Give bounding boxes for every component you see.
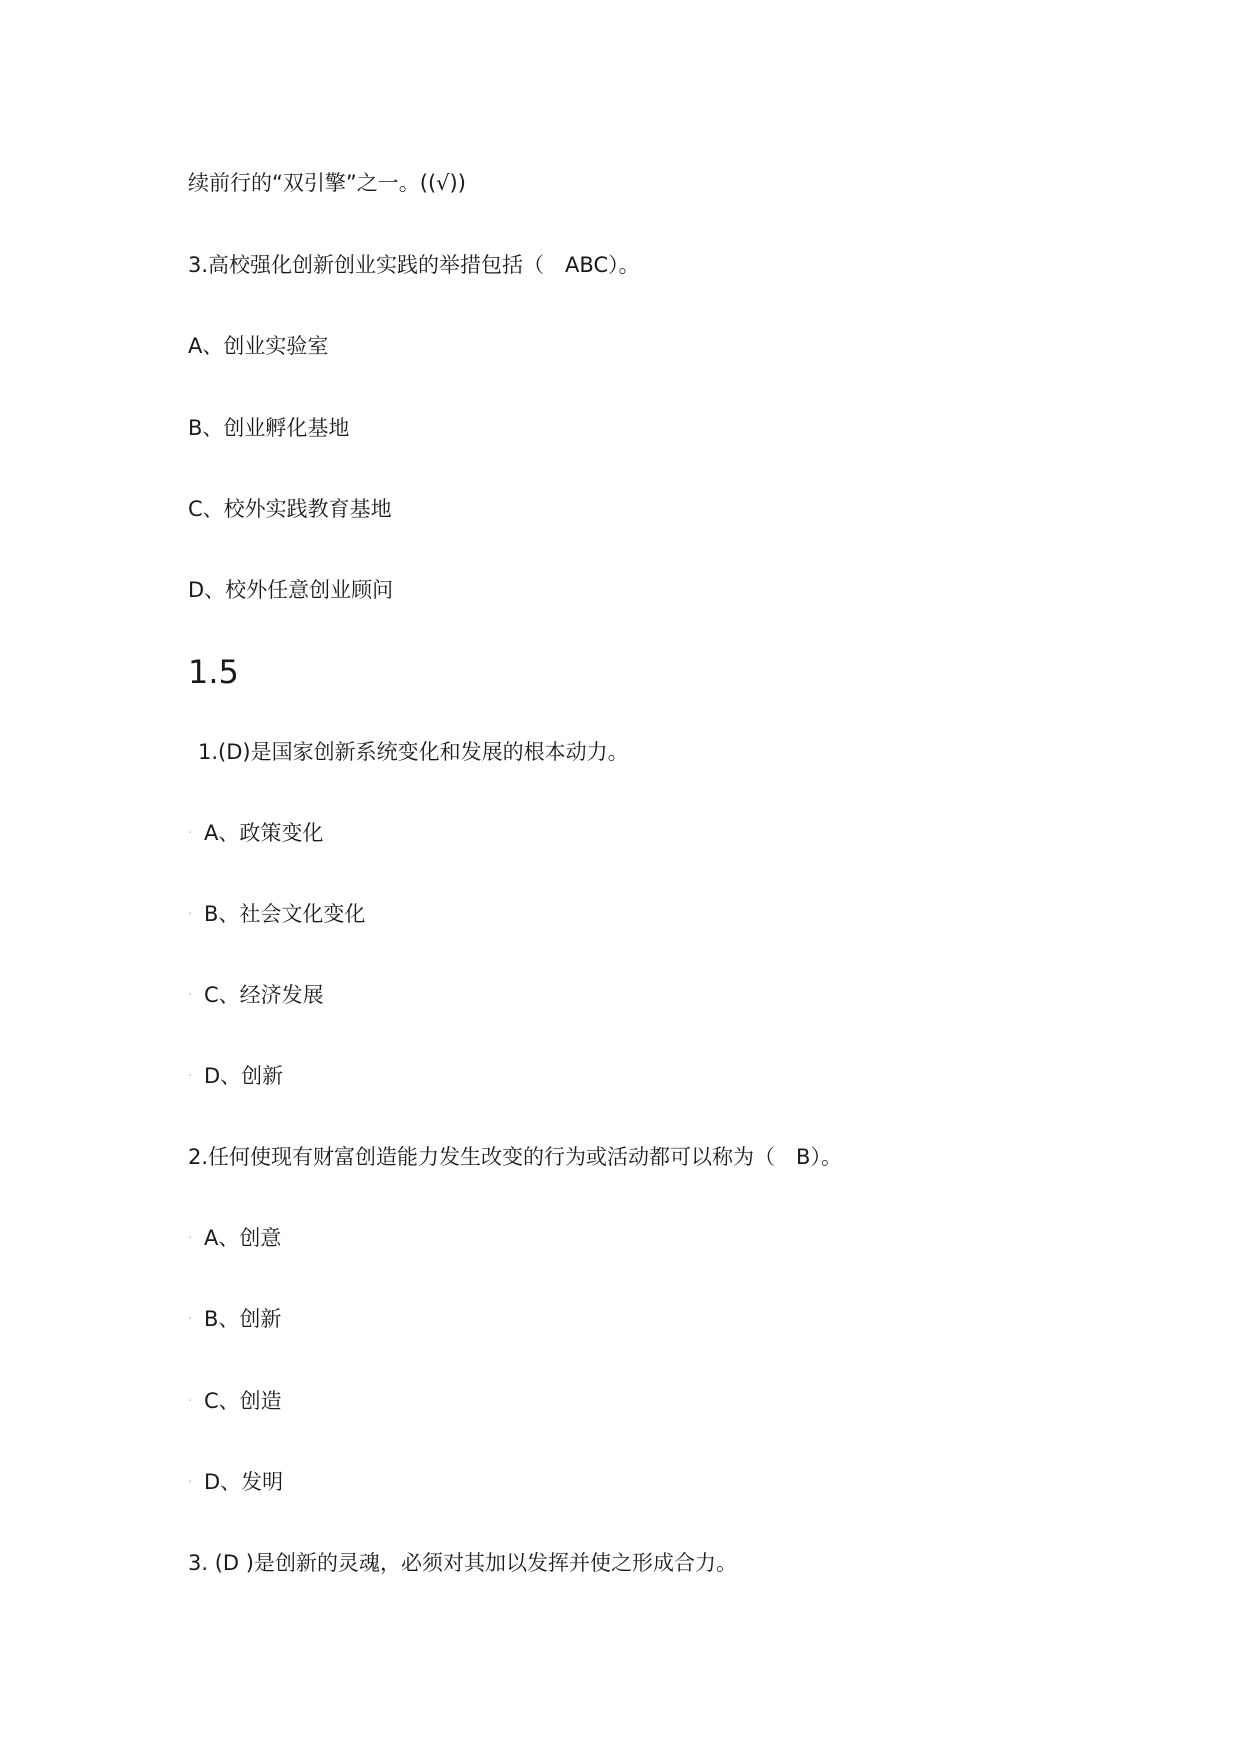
option-d: D、发明 <box>204 1470 284 1494</box>
option-c-row <box>188 980 324 1011</box>
option-b: B、创业孵化基地 <box>188 416 350 440</box>
bullet-icon: · <box>188 1231 193 1246</box>
option-b-row <box>188 899 365 930</box>
option-c: C、创造 <box>204 1389 282 1413</box>
option-d-row <box>188 1467 283 1498</box>
option-a: A、政策变化 <box>204 821 324 845</box>
question-3: 3. (D )是创新的灵魂，必须对其加以发挥并使之形成合力。 <box>188 1551 737 1575</box>
question-1: 1.(D)是国家创新系统变化和发展的根本动力。 <box>198 740 629 764</box>
bullet-icon: · <box>188 988 193 1003</box>
option-a: A、创意 <box>204 1226 282 1250</box>
bullet-icon: · <box>188 826 193 841</box>
option-a-row <box>188 818 323 849</box>
bullet-icon: · <box>188 1475 193 1490</box>
option-d-row <box>188 1061 283 1092</box>
option-b: B、社会文化变化 <box>204 902 366 926</box>
section-heading: 1.5 <box>188 653 239 691</box>
option-d: D、校外任意创业顾问 <box>188 578 394 602</box>
text-line-continuation: 续前行的“双引擎”之一。((√)) <box>188 171 466 195</box>
option-b: B、创新 <box>204 1307 282 1331</box>
option-c-row <box>188 1386 282 1417</box>
bullet-icon: · <box>188 1312 193 1327</box>
option-a-row <box>188 1223 281 1254</box>
option-b-row <box>188 1304 281 1335</box>
option-c: C、校外实践教育基地 <box>188 497 392 521</box>
bullet-icon: · <box>188 1394 193 1409</box>
option-c: C、经济发展 <box>204 983 324 1007</box>
bullet-icon: · <box>188 1069 193 1084</box>
bullet-icon: · <box>188 907 193 922</box>
option-d: D、创新 <box>204 1064 284 1088</box>
option-a: A、创业实验室 <box>188 334 329 358</box>
question-3: 3.高校强化创新创业实践的举措包括（ ABC）。 <box>188 253 640 277</box>
question-2: 2.任何使现有财富创造能力发生改变的行为或活动都可以称为（ B）。 <box>188 1145 842 1169</box>
